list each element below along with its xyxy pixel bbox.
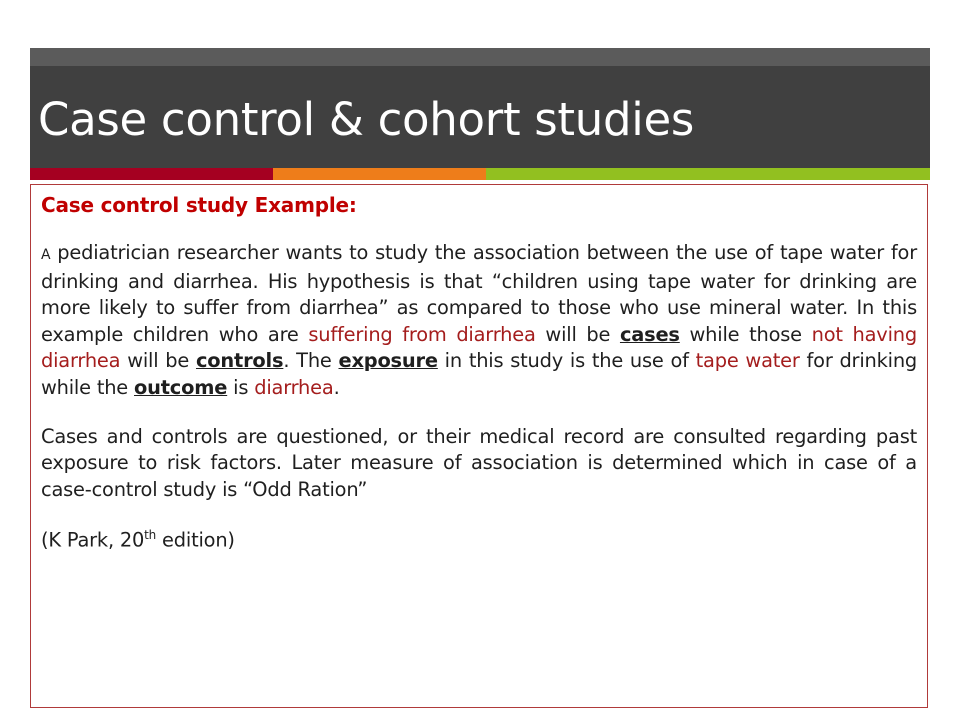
text-run: will be — [535, 322, 620, 346]
title-top-strip — [30, 48, 930, 66]
accent-bar-red — [30, 168, 273, 180]
keyword-exposure: exposure — [338, 349, 438, 373]
text-run: is — [227, 375, 255, 399]
text-run: will be — [120, 349, 196, 373]
text-run: . The — [283, 349, 339, 373]
text-run: pediatrician researcher wants to study the association between the use of tape water for drinking and diarrhea. His hypothesis is that “children using tape water for drinking are more likely to suffer from diarrhea” as compared to those who use mineral water. In this example children who are — [41, 241, 917, 346]
keyword-cases: cases — [619, 322, 680, 346]
keyword-outcome: outcome — [134, 375, 228, 399]
text-run: while those — [679, 322, 812, 346]
content-body — [41, 193, 917, 571]
slide-title: Case control & cohort studies — [38, 93, 694, 146]
citation-text-end: edition) — [156, 528, 235, 552]
example-paragraph — [41, 240, 917, 402]
keyword-controls: controls — [195, 349, 284, 373]
citation — [41, 528, 917, 551]
citation-superscript: th — [144, 528, 157, 543]
text-run: for drinking while the — [41, 349, 918, 399]
paragraph-lead: A — [41, 247, 51, 263]
section-heading: Case control study Example: — [41, 193, 357, 217]
accent-bar-orange — [273, 168, 486, 180]
highlight-tape-water: tape water — [695, 349, 800, 373]
content-box — [30, 184, 928, 708]
accent-bar-green — [486, 168, 930, 180]
highlight-suffering: suffering from diarrhea — [308, 322, 536, 346]
explanation-paragraph: Cases and controls are questioned, or their medical record are consulted regarding past exposure to risk factors. Later measure of association is determined which in case of a case-control study is “Odd Ration” — [41, 424, 917, 501]
citation-text: (K Park, 20 — [41, 528, 145, 552]
highlight-diarrhea: diarrhea — [254, 375, 334, 399]
text-run: in this study is the use of — [437, 349, 696, 373]
highlight-not-having: not having diarrhea — [41, 322, 917, 373]
text-run: . — [333, 375, 340, 399]
